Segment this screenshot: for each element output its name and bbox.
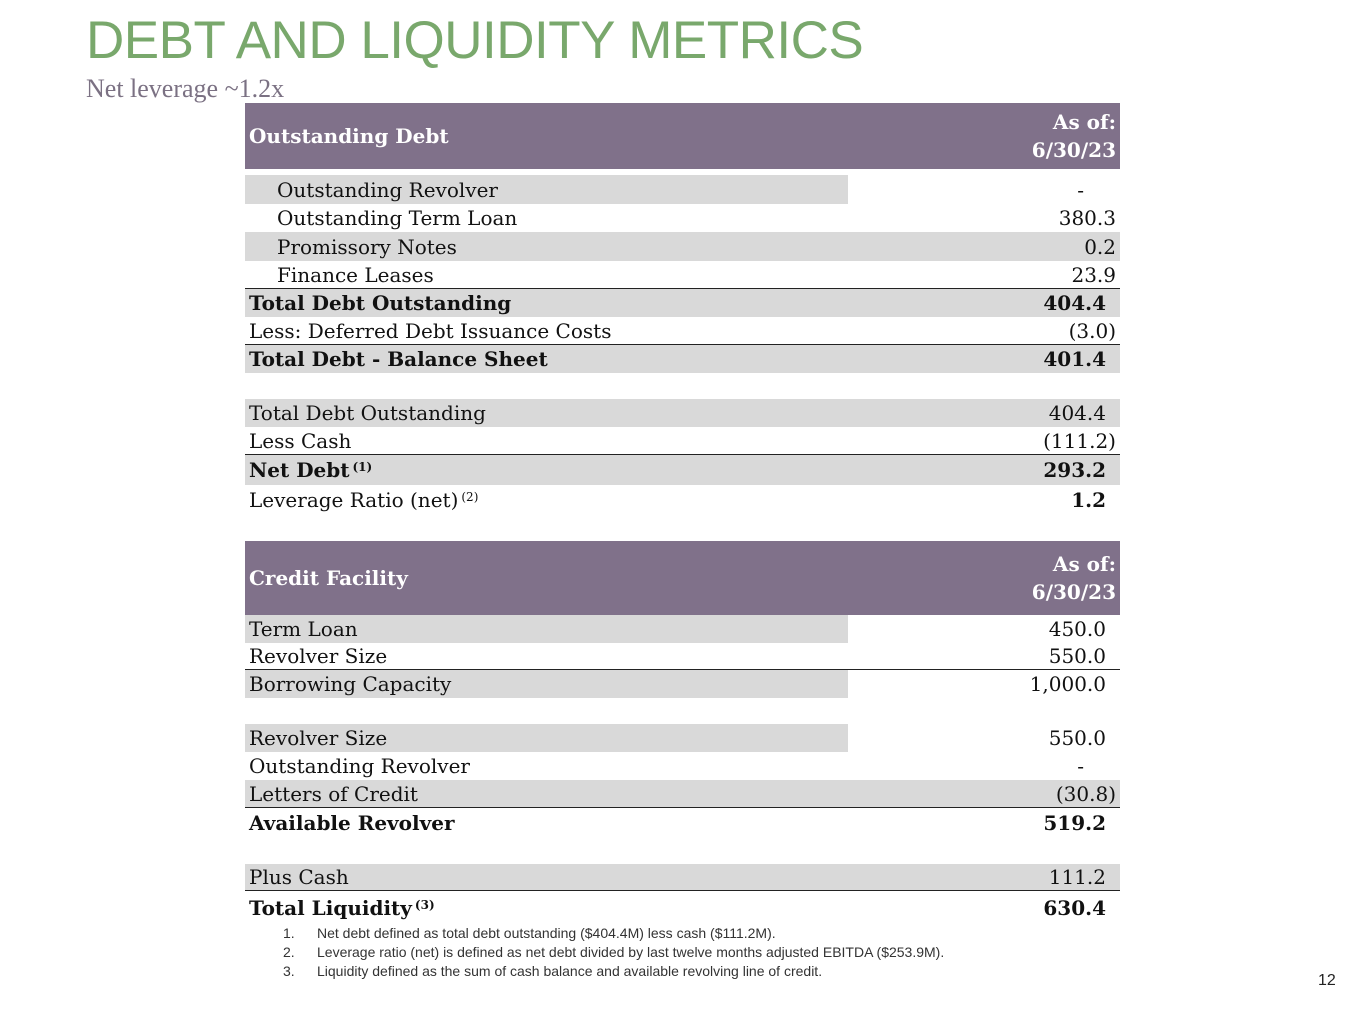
- table-row: Outstanding Term Loan 380.3: [277, 206, 1116, 230]
- table-row: Total Debt Outstanding 404.4: [245, 399, 1120, 427]
- table-row: Available Revolver 519.2: [249, 811, 1106, 835]
- header-label: Credit Facility: [249, 566, 408, 590]
- table-row: Less Cash (111.2): [245, 427, 1120, 455]
- table-row: Promissory Notes 0.2: [245, 232, 1120, 261]
- footnote: 2. Leverage ratio (net) is defined as net debt divided by last twelve months adjusted EBITDA ($253.9M).: [283, 944, 945, 960]
- table-header: [245, 103, 1120, 169]
- table-row: Letters of Credit (30.8): [245, 780, 1120, 808]
- table-row: Borrowing Capacity 1,000.0: [245, 670, 1120, 698]
- table-row: Leverage Ratio (net) $^{(2)}$ 1.2: [249, 488, 1106, 512]
- page-subtitle: Net leverage ~1.2x: [86, 74, 285, 103]
- table-row: Total Debt Outstanding 404.4: [245, 289, 1120, 317]
- table-row: Total Liquidity $^{(3)}$ 630.4: [249, 896, 1106, 920]
- footnotes: [283, 924, 944, 981]
- spacer: [245, 838, 1120, 864]
- page-title: DEBT AND LIQUIDITY METRICS: [86, 11, 864, 70]
- as-of-date: As of: 6/30/23: [1031, 552, 1116, 604]
- credit-facility-table: [245, 541, 1120, 925]
- table-row: Less: Deferred Debt Issuance Costs (3.0): [245, 317, 1120, 345]
- outstanding-debt-table: [245, 103, 1120, 515]
- footnote: 3. Liquidity defined as the sum of cash balance and available revolving line of credit.: [283, 963, 823, 979]
- spacer: [245, 698, 1120, 724]
- table-row: Outstanding Revolver -: [249, 754, 1084, 778]
- table-row: Revolver Size 550.0: [245, 643, 1120, 670]
- table-row: Total Debt - Balance Sheet 401.4: [245, 345, 1120, 373]
- as-of-date: As of: 6/30/23: [1031, 110, 1116, 162]
- table-row: Outstanding Revolver -: [245, 175, 1120, 204]
- table-row: Finance Leases 23.9: [245, 261, 1120, 289]
- header-label: Outstanding Debt: [249, 124, 449, 148]
- spacer: [245, 373, 1120, 399]
- table-row: Revolver Size 550.0: [245, 724, 1120, 752]
- table-row: Plus Cash 111.2: [245, 864, 1120, 891]
- footnote: 1. Net debt defined as total debt outstanding ($404.4M) less cash ($111.2M).: [283, 925, 776, 941]
- table-row: Term Loan 450.0: [245, 615, 1120, 643]
- page-number: 12: [1318, 972, 1336, 989]
- table-row: Net Debt $^{(1)}$ 293.2: [245, 455, 1120, 485]
- table-header: [245, 541, 1120, 615]
